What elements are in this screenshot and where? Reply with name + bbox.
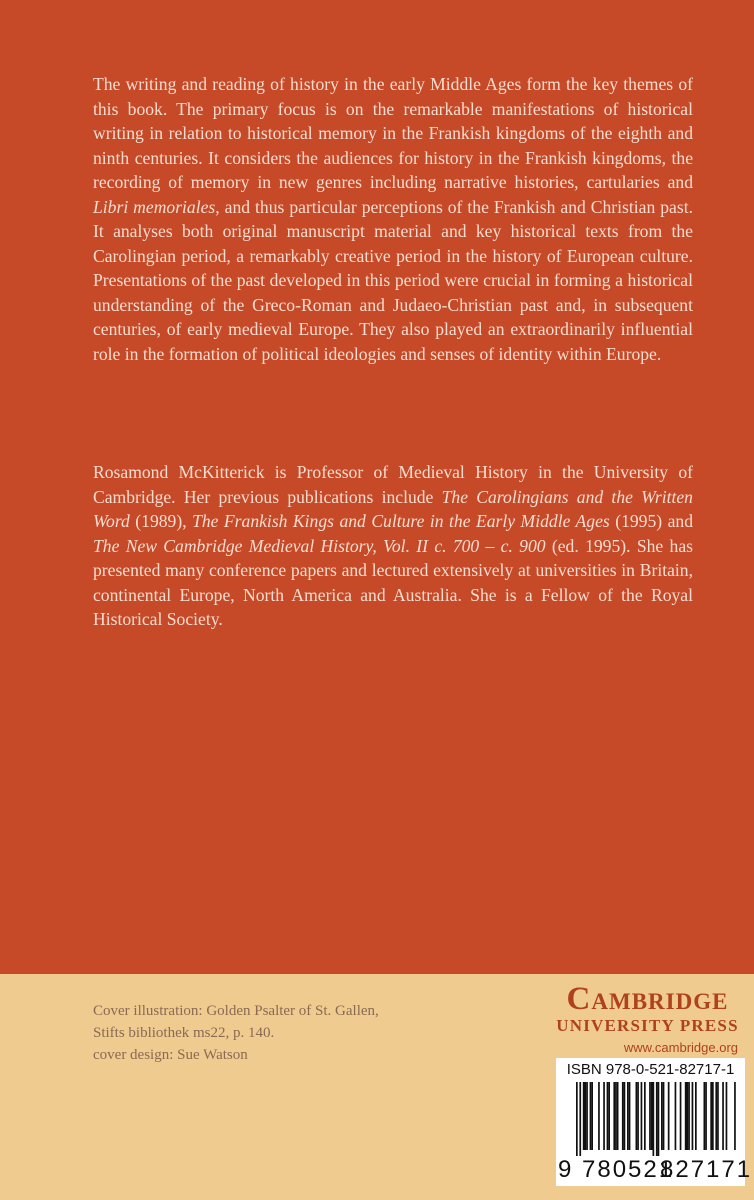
barcode-bar [685,1082,687,1150]
barcode-bar [656,1082,658,1156]
author-bio [93,460,693,632]
barcode-bar [617,1082,619,1150]
publisher-subtitle: UNIVERSITY PRESS [556,1016,739,1035]
bio-title-3: The New Cambridge Medieval History, Vol. II c. 700 – c. 900 [93,535,546,556]
barcode-bar [615,1082,617,1150]
barcode-bar [579,1082,581,1156]
barcode-bar [613,1082,615,1150]
barcode-bar [704,1082,706,1150]
book-blurb [93,72,693,366]
bio-text-3: (1995) and [609,511,693,531]
barcode-bar [591,1082,593,1150]
barcode-bar [637,1082,639,1150]
barcode-bars-icon [564,1082,737,1156]
barcode-bar [585,1082,587,1150]
bio-text-1: Rosamond McKitterick is Professor of Medieval History in the University of Cambridge. Her previous publications include [93,462,693,507]
barcode-bar [722,1082,724,1150]
barcode-bar [710,1082,712,1150]
barcode-bar [607,1082,609,1150]
barcode-bar [705,1082,707,1150]
barcode-bar [641,1082,643,1150]
credit-line-2: Stifts bibliothek ms22, p. 140. [93,1025,275,1041]
barcode-bar [583,1082,585,1150]
isbn-number: ISBN 978-0-521-82717-1 [566,1061,735,1078]
cover-credits [93,1000,423,1066]
barcode-bar [715,1082,717,1150]
barcode-bar [712,1082,714,1150]
barcode-bar [576,1082,578,1156]
barcode-bar [649,1082,651,1150]
publisher-name: Cambridge [566,981,729,1017]
barcode-bar [586,1082,588,1150]
barcode-bar [668,1082,670,1150]
barcode-bar [624,1082,626,1150]
barcode-bar [680,1082,682,1150]
barcode-bar [627,1082,629,1150]
barcode-bar [661,1082,663,1150]
barcode-bar [644,1082,646,1150]
barcode-bar [675,1082,677,1150]
publisher-logo [545,982,750,1055]
bio-text-4: (ed. 1995). She has presented many conference papers and lectured extensively at universities in Britain, continental Europe, North America and Australia. She is a Fellow of the Royal Historical Society. [93,535,693,629]
isbn-barcode [556,1058,753,1186]
bio-title-1: The Carolingians and the Written Word [93,486,693,531]
publisher-website: www.cambridge.org [623,1040,738,1055]
barcode-bar [717,1082,719,1150]
barcode-bar [590,1082,592,1150]
barcode-bar [734,1082,736,1150]
barcode-digits-right: 827171 [660,1156,753,1183]
blurb-italic-title: Libri memoriales [93,196,216,217]
barcode-digits-left: 780521 [582,1156,675,1183]
barcode-bar [629,1082,631,1150]
credit-line-1: Cover illustration: Golden Psalter of St. Gallen, [93,1003,379,1019]
barcode-bar [687,1082,689,1150]
barcode-bar [598,1082,600,1150]
blurb-text-1: The writing and reading of history in the early Middle Ages form the key themes of this book. The primary focus is on the remarkable manifestations of historical writing in relation to historical memory in the Frankish kingdoms of the eighth and ninth centuries. It considers the audiences for history in the Frankish kingdoms, the recording of memory in new genres including narrative histories, cartularies and [93,74,693,192]
barcode-digit-first: 9 [558,1156,572,1183]
bio-text-2: (1989), [129,511,193,531]
blurb-text-2: , and thus particular perceptions of the Frankish and Christian past. It analyses both original manuscript material and key historical texts from the Carolingian period, a remarkably creative period in the history of European culture. Presentations of the past developed in this period were crucial in forming a historical understanding of the Greco-Roman and Judaeo-Christian past and, in subsequent centuries, of early medieval Europe. They also played an extraordinarily influential role in the formation of political ideologies and senses of identity within Europe. [93,196,693,364]
barcode-bar [663,1082,665,1150]
barcode-bar [688,1082,690,1150]
bio-title-2: The Frankish Kings and Culture in the Early Middle Ages [192,511,610,531]
barcode-bar [608,1082,610,1150]
barcode-bar [695,1082,697,1150]
barcode-bar [622,1082,624,1150]
credit-line-3: cover design: Sue Watson [93,1047,248,1063]
barcode-bar [603,1082,605,1150]
barcode-bar [636,1082,638,1150]
barcode-bar [692,1082,694,1150]
barcode-bar [658,1082,660,1156]
barcode-bar [653,1082,655,1156]
barcode-bar [651,1082,653,1150]
barcode-bar [726,1082,728,1150]
